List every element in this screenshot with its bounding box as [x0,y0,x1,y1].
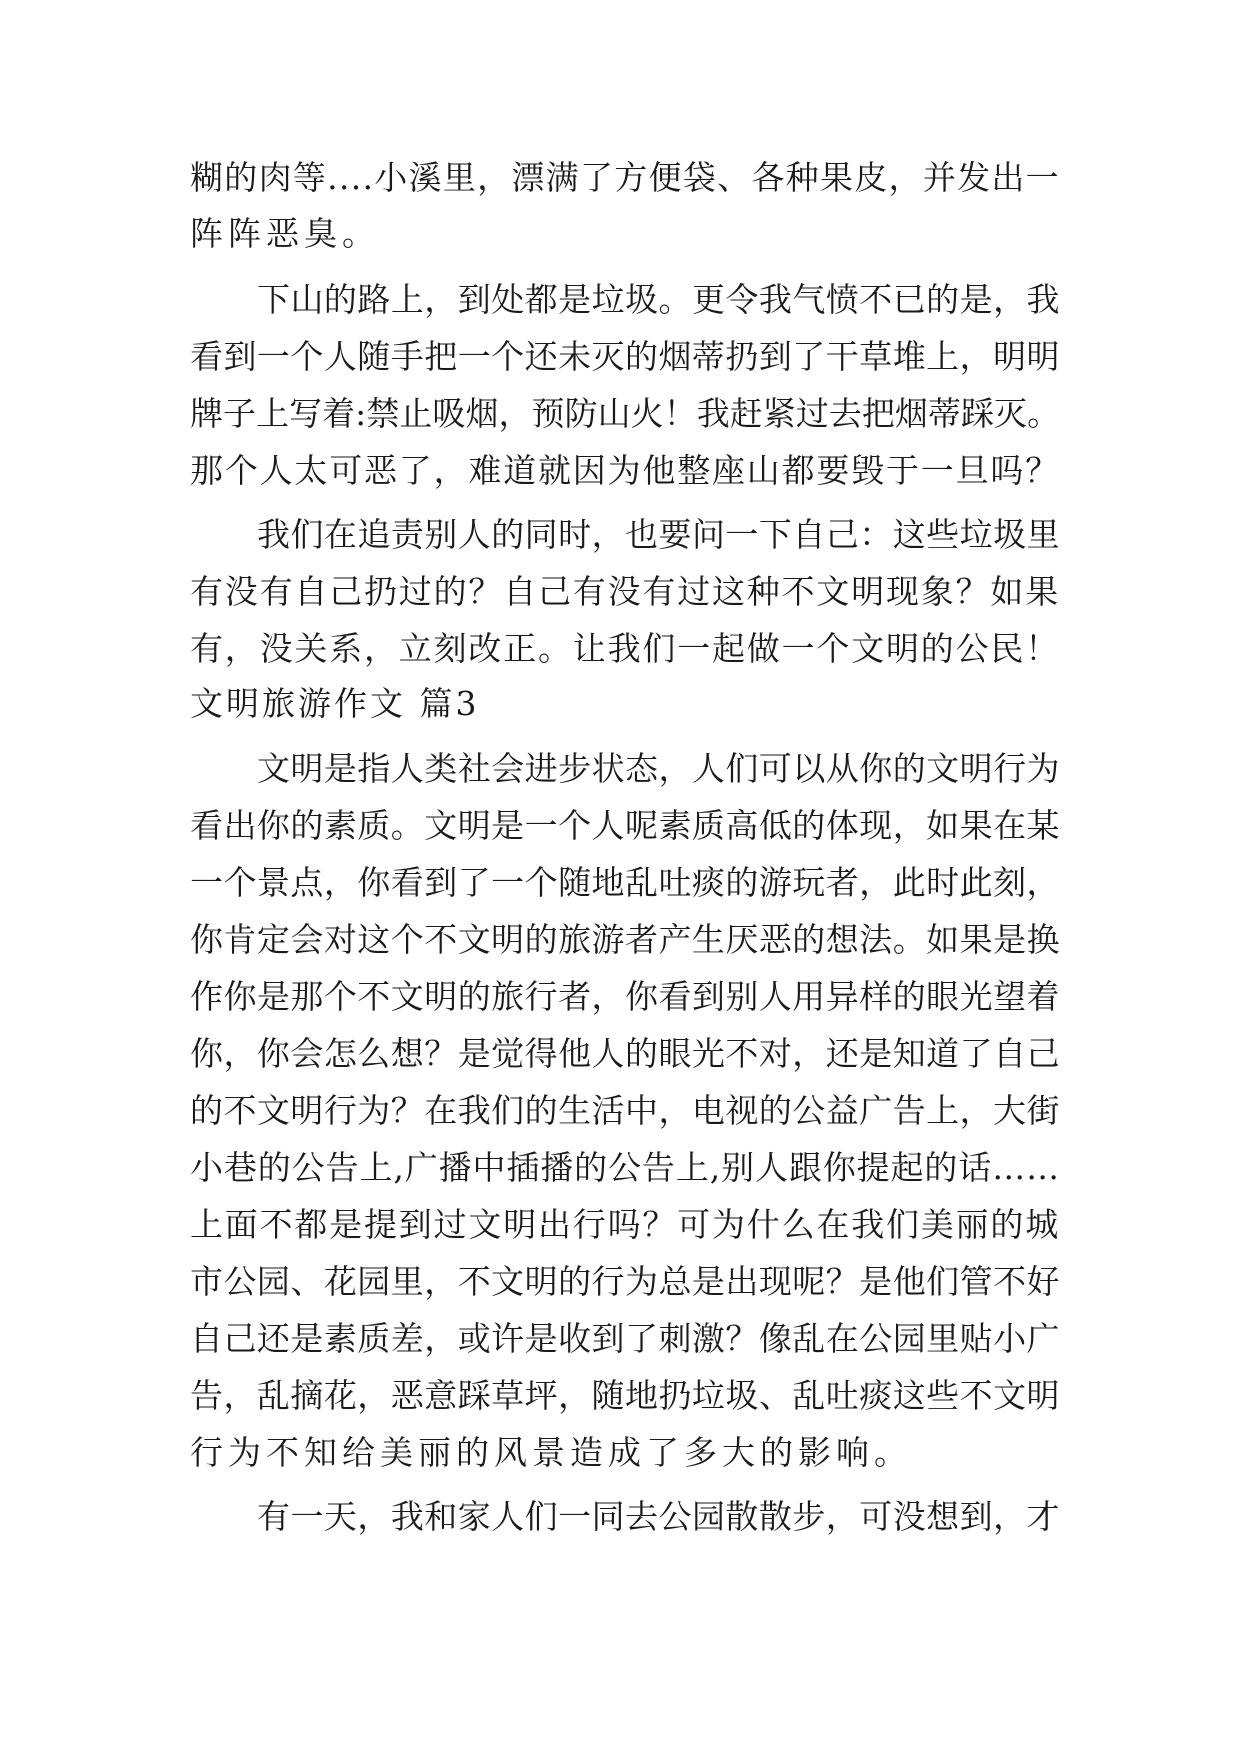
text-line: 那个人太可恶了，难道就因为他整座山都要毁于一旦吗？ [190,451,1060,490]
text-line: 你，你会怎么想？是觉得他人的眼光不对，还是知道了自己 [190,1034,1060,1073]
text-line: 有，没关系，立刻改正。让我们一起做一个文明的公民！ [190,629,1060,668]
text-line: 的不文明行为？在我们的生活中，电视的公益广告上，大街 [190,1091,1060,1130]
paragraph-start-line: 文明是指人类社会进步状态，人们可以从你的文明行为 [257,749,1060,788]
text-line: 牌子上写着:禁止吸烟，预防山火！我赶紧过去把烟蒂踩灭。 [190,394,1061,433]
text-line: 看出你的素质。文明是一个人呢素质高低的体现，如果在某 [190,806,1060,845]
paragraph-start-line: 有一天，我和家人们一同去公园散散步，可没想到，才 [257,1497,1060,1536]
text-line: 行为不知给美丽的风景造成了多大的影响。 [190,1433,912,1472]
text-line: 你肯定会对这个不文明的旅游者产生厌恶的想法。如果是换 [190,920,1060,959]
paragraph-start-line: 我们在追责别人的同时，也要问一下自己：这些垃圾里 [257,515,1060,554]
text-line: 糊的肉等....小溪里，漂满了方便袋、各种果皮，并发出一 [190,158,1060,197]
text-line: 一个景点，你看到了一个随地乱吐痰的游玩者，此时此刻， [190,863,1060,902]
text-line: 上面不都是提到过文明出行吗？可为什么在我们美丽的城 [190,1205,1060,1244]
text-line: 小巷的公告上,广播中插播的公告上,别人跟你提起的话…… [190,1148,1060,1187]
text-line: 自己还是素质差，或许是收到了刺激？像乱在公园里贴小广 [190,1319,1060,1358]
section-heading: 文明旅游作文 篇3 [190,684,480,723]
text-line: 作你是那个不文明的旅行者，你看到别人用异样的眼光望着 [190,977,1060,1016]
text-line: 有没有自己扔过的？自己有没有过这种不文明现象？如果 [190,572,1060,611]
paragraph-start-line: 下山的路上，到处都是垃圾。更令我气愤不已的是，我 [257,280,1060,319]
text-line: 阵阵恶臭。 [190,214,380,253]
text-line: 告，乱摘花，恶意踩草坪，随地扔垃圾、乱吐痰这些不文明 [190,1376,1060,1415]
text-line: 市公园、花园里，不文明的行为总是出现呢？是他们管不好 [190,1262,1060,1301]
text-line: 看到一个人随手把一个还未灭的烟蒂扔到了干草堆上，明明 [190,337,1060,376]
